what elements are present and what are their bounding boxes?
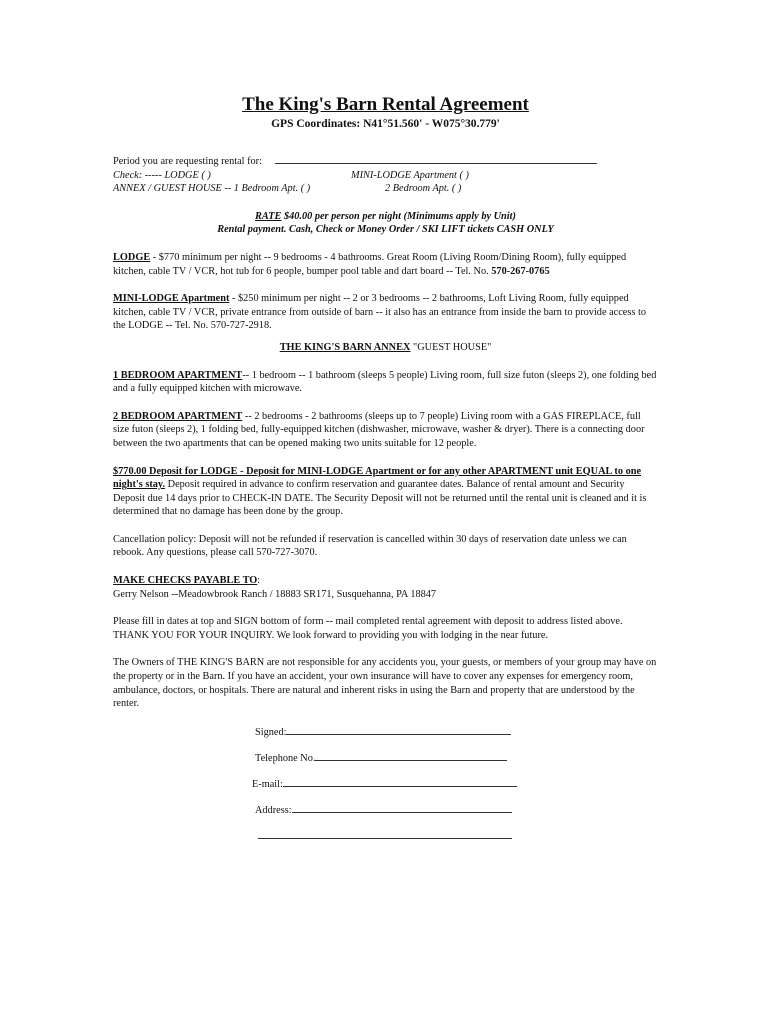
check-annex-1-bedroom[interactable]: ANNEX / GUEST HOUSE -- 1 Bedroom Apt. ( ) [113, 183, 311, 195]
email-row [252, 777, 658, 803]
payable-address: Gerry Nelson --Meadowbrook Ranch / 18883 SR171, Susquehanna, PA 18847 [113, 588, 437, 600]
two-bedroom-paragraph [113, 410, 658, 451]
period-input[interactable] [275, 153, 597, 164]
payable-colon: : [257, 575, 261, 587]
instructions-paragraph: Please fill in dates at top and SIGN bottom of form -- mail completed rental agreement with deposit to address listed above. THANK YOU FOR YOUR INQUIRY. We look forward to providing you with lodging in the near future. [113, 616, 623, 641]
one-bedroom-paragraph [113, 369, 658, 396]
payable-paragraph [113, 574, 658, 601]
mini-lodge-text: - $250 minimum per night -- 2 or 3 bedrooms -- 2 bathrooms, Loft Living Room, fully equipped kitchen, cable TV / VCR, private entrance from outside of barn -- it also has an entrance from inside the barn to provide access to the LODGE -- Tel. No. 570-727-2918. [113, 293, 646, 332]
check-line [113, 169, 658, 183]
address-field-line-2[interactable] [258, 829, 512, 839]
address-field[interactable] [292, 803, 512, 813]
address-second-row [258, 829, 658, 855]
telephone-field[interactable] [315, 751, 507, 761]
two-bedroom-text: -- 2 bedrooms - 2 bathrooms (sleeps up to 7 people) Living room with a GAS FIREPLACE, full size futon (sleeps 2), 1 folding bed, fully-equipped kitchen (dishwasher, microwave, washer & dryer). There is a connecting door between the two apartments that can be opened making two units suitable for 12 people. [113, 410, 645, 449]
one-bedroom-label: 1 BEDROOM APARTMENT [113, 369, 243, 381]
annex-heading: THE KING'S BARN ANNEX [279, 341, 411, 353]
annex-line [113, 182, 658, 196]
cancellation-paragraph: Cancellation policy: Deposit will not be refunded if reservation is cancelled within 30 days of reservation date unless we can rebook. Any questions, please call 570-727-3070. [113, 533, 627, 559]
annex-heading-line [113, 341, 658, 355]
deposit-text: Deposit required in advance to confirm reservation and guarantee dates. Balance of rental amount and Security Deposit due 14 days prior to CHECK-IN DATE. The Security Deposit will not be returned until the rental unit is cleaned and it is determined that no damage has been done by the group. [113, 479, 647, 518]
payable-label: MAKE CHECKS PAYABLE TO [113, 575, 258, 587]
email-label: E-mail: [252, 778, 283, 790]
check-mini-lodge[interactable]: MINI-LODGE Apartment ( ) [351, 169, 469, 181]
telephone-label: Telephone No. [255, 752, 316, 764]
rate-text: $40.00 per person per night (Minimums apply by Unit) [281, 210, 516, 222]
lodge-label: LODGE [113, 251, 151, 263]
signed-field[interactable] [286, 725, 511, 735]
rate-line [113, 210, 658, 224]
lodge-phone: 570-267-0765 [491, 265, 550, 277]
liability-paragraph: The Owners of THE KING'S BARN are not responsible for any accidents you, your guests, or members of your group may have on the property or in the Barn. If you have an accident, your own insurance will have to cover any expenses for emergency room, ambulance, doctors, or hospitals. There are natural and inherent risks in using the Barn and property that are understood by the renter. [113, 657, 657, 710]
deposit-paragraph [113, 465, 658, 519]
period-label: Period you are requesting rental for: [113, 156, 262, 167]
payment-line: Rental payment. Cash, Check or Money Order / SKI LIFT tickets CASH ONLY [217, 224, 554, 236]
deposit-label: $770.00 Deposit for LODGE - Deposit for MINI-LODGE Apartment or for any other APARTMENT unit EQUAL to one night's stay. [113, 465, 642, 491]
address-row [255, 803, 658, 829]
one-bedroom-text: -- 1 bedroom -- 1 bathroom (sleeps 5 people) Living room, full size futon (sleeps 2), one folding bed and a fully equipped kitchen with microwave. [113, 369, 657, 395]
two-bedroom-label: 2 BEDROOM APARTMENT [113, 410, 243, 422]
address-label: Address: [255, 804, 292, 816]
check-lodge[interactable]: Check: ----- LODGE ( ) [113, 169, 211, 181]
gps-coordinates: GPS Coordinates: N41°51.560' - W075°30.779' [271, 118, 500, 130]
period-line [113, 153, 658, 169]
rental-agreement-page [113, 94, 658, 855]
rate-label: RATE [255, 210, 282, 222]
annex-subheading: "GUEST HOUSE" [410, 341, 492, 353]
email-field[interactable] [283, 777, 517, 787]
document-title: The King's Barn Rental Agreement [242, 94, 529, 115]
lodge-text: - $770 minimum per night -- 9 bedrooms - 4 bathrooms. Great Room (Living Room/Dining Room), fully equipped kitchen, cable TV / VCR, hot tub for 6 people, bumper pool table and dart board -- Tel. No. [113, 251, 627, 277]
signed-label: Signed: [255, 726, 287, 738]
telephone-row [255, 751, 658, 777]
mini-lodge-paragraph [113, 292, 658, 333]
lodge-paragraph [113, 251, 658, 278]
signature-row [255, 725, 658, 751]
check-2-bedroom[interactable]: 2 Bedroom Apt. ( ) [385, 183, 462, 195]
mini-lodge-label: MINI-LODGE Apartment [113, 293, 230, 305]
